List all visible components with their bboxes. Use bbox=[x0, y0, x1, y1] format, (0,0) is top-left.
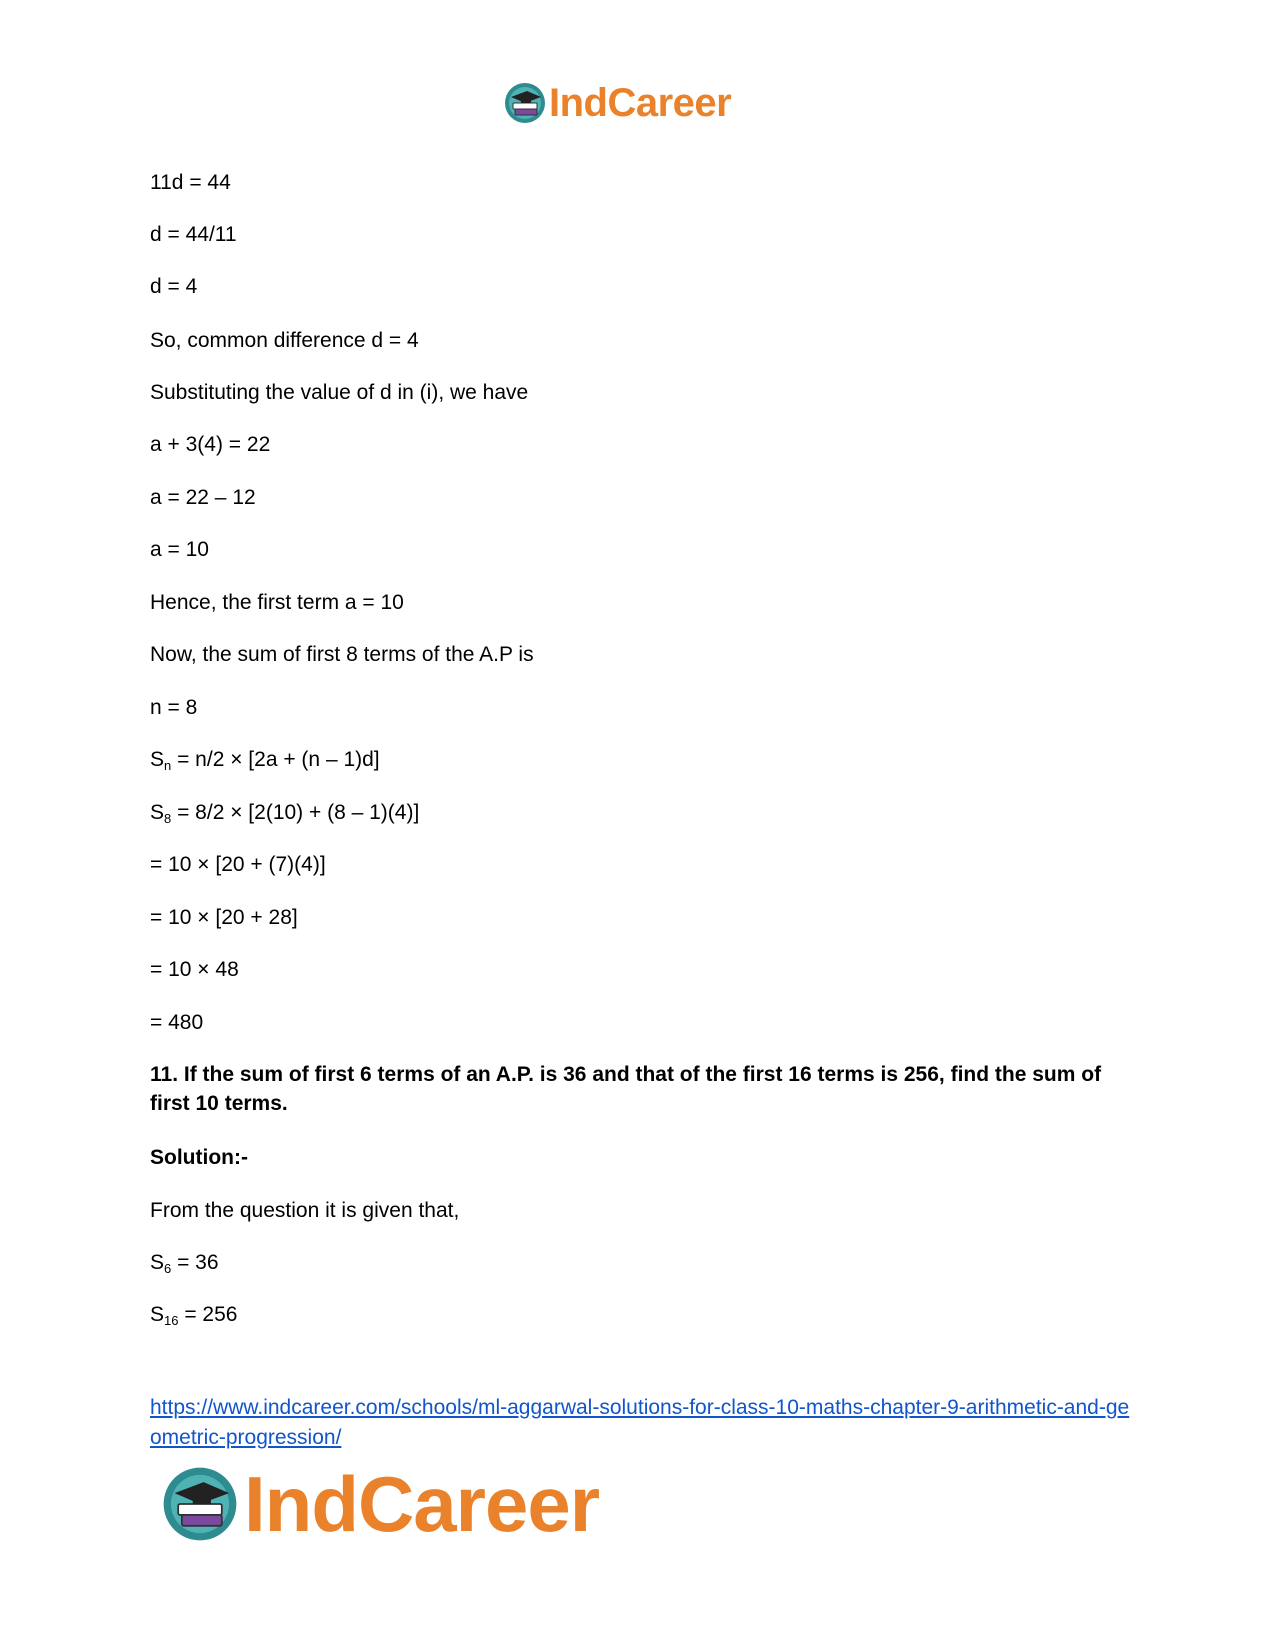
text-line: From the question it is given that, bbox=[150, 1199, 460, 1222]
text-line: Substituting the value of d in (i), we have bbox=[150, 381, 529, 404]
text-line: Hence, the first term a = 10 bbox=[150, 591, 404, 614]
brand-name: IndCareer bbox=[244, 1459, 600, 1548]
text-line: = 480 bbox=[150, 1011, 204, 1034]
footer-link[interactable]: https://www.indcareer.com/schools/ml-aggarwal-solutions-for-class-10-maths-chapter-9-arithmetic-and-geometric-progression/ bbox=[150, 1396, 1130, 1449]
text-line: 11d = 44 bbox=[150, 171, 231, 194]
text-line: a + 3(4) = 22 bbox=[150, 433, 271, 456]
text-line: d = 44/11 bbox=[150, 223, 237, 246]
brand-name: IndCareer bbox=[549, 80, 732, 125]
graduation-books-icon bbox=[160, 1464, 240, 1544]
text-line: = 10 × 48 bbox=[150, 958, 239, 981]
question-heading: 11. If the sum of first 6 terms of an A.P. is 36 and that of the first 16 terms is 256, find the sum of first 10 terms. bbox=[150, 1063, 1102, 1115]
header-logo bbox=[503, 78, 731, 128]
formula-line: $S_8 = 8/2 \times [2(10) + (8 - 1)(4)]$ bbox=[150, 801, 420, 826]
text-line: = 10 × [20 + (7)(4)] bbox=[150, 853, 326, 876]
footer-logo bbox=[160, 1459, 600, 1548]
text-line: = 10 × [20 + 28] bbox=[150, 906, 298, 929]
text-line: a = 22 – 12 bbox=[150, 486, 256, 509]
text-line: d = 4 bbox=[150, 275, 198, 298]
text-line: n = 8 bbox=[150, 696, 198, 719]
text-line: Now, the sum of first 8 terms of the A.P is bbox=[150, 643, 534, 666]
formula-line: $S_6 = 36$ bbox=[150, 1251, 219, 1276]
formula-line: $S_n = n/2 \times [2a + (n - 1)d]$ bbox=[150, 748, 380, 773]
solution-label: Solution:- bbox=[150, 1146, 248, 1169]
graduation-books-icon bbox=[503, 81, 547, 125]
text-line: So, common difference d = 4 bbox=[150, 329, 419, 352]
formula-line: $S_{16} = 256$ bbox=[150, 1303, 238, 1328]
text-line: a = 10 bbox=[150, 538, 209, 561]
